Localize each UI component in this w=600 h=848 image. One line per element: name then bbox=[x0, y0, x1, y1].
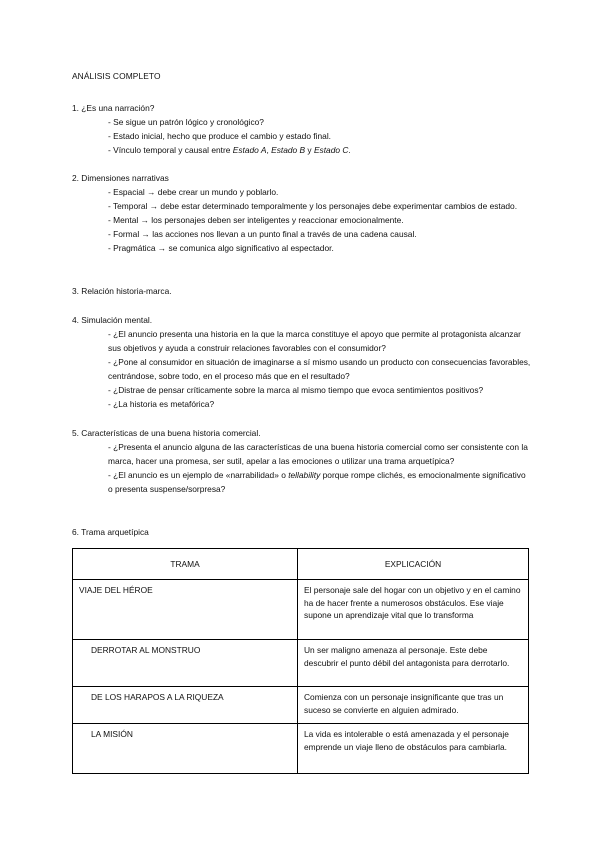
estado-c: Estado C bbox=[313, 145, 349, 155]
bullet: - Se sigue un patrón lógico y cronológico? bbox=[108, 117, 264, 127]
table-row bbox=[73, 580, 529, 640]
explicacion-cell: Un ser maligno amenaza al personaje. Este debe descubrir el punto débil del antagonista para derrotarlo. bbox=[298, 640, 529, 687]
bullet-vinculo bbox=[108, 143, 532, 157]
explicacion-cell: Comienza con un personaje insignificante que tras un suceso se convierte en alguien admirado. bbox=[298, 687, 529, 724]
explicacion-cell: La vida es intolerable o está amenazada y el personaje emprende un viaje lleno de obstáculos para cambiarla. bbox=[298, 724, 529, 774]
section-simulacion bbox=[72, 313, 532, 411]
period: . bbox=[348, 145, 351, 155]
bullet: - ¿Pone al consumidor en situación de imaginarse a sí mismo usando un producto con consecuencias favorables, centrándose, sobre todo, en el proceso más que en el resultado? bbox=[108, 357, 531, 381]
document-title: ANÁLISIS COMPLETO bbox=[72, 71, 161, 81]
section-heading: 3. Relación historia-marca. bbox=[72, 286, 172, 296]
column-header-explicacion: EXPLICACIÓN bbox=[298, 549, 529, 580]
tellability-term: tellability bbox=[288, 470, 321, 480]
bullet: - Estado inicial, hecho que produce el cambio y estado final. bbox=[108, 131, 332, 141]
bullet: - ¿Distrae de pensar críticamente sobre la marca al mismo tiempo que evoca sentimientos positivos? bbox=[108, 385, 484, 395]
bullet: - Mental → los personajes deben ser inteligentes y reaccionar emocionalmente. bbox=[108, 215, 404, 225]
trama-cell: VIAJE DEL HÉROE bbox=[73, 580, 298, 640]
section-dimensiones bbox=[72, 171, 532, 255]
bullet: - Espacial → debe crear un mundo y poblarlo. bbox=[108, 187, 279, 197]
bullet: - ¿La historia es metafórica? bbox=[108, 399, 215, 409]
table-row bbox=[73, 724, 529, 774]
trama-table bbox=[72, 548, 529, 774]
explicacion-cell: El personaje sale del hogar con un objetivo y en el camino ha de hacer frente a numerosos obstáculos. Ese viaje supone un aprendizaje vital que lo transforma bbox=[298, 580, 529, 640]
section-heading: 5. Características de una buena historia comercial. bbox=[72, 428, 261, 438]
trama-cell: DE LOS HARAPOS A LA RIQUEZA bbox=[73, 687, 298, 724]
separator: y bbox=[305, 145, 314, 155]
section-heading: 4. Simulación mental. bbox=[72, 315, 153, 325]
section-narracion bbox=[72, 101, 532, 157]
bullet: - ¿Presenta el anuncio alguna de las características de una buena historia comercial como ser consistente con la marca, hacer una promesa, ser sutil, apelar a las emociones o utilizar una trama arquetípica? bbox=[108, 442, 528, 466]
trama-cell: DERROTAR AL MONSTRUO bbox=[73, 640, 298, 687]
bullet-text: - Vínculo temporal y causal entre bbox=[108, 145, 233, 155]
table-row bbox=[73, 640, 529, 687]
separator: , bbox=[266, 145, 272, 155]
bullet-text: porque rompe clichés, es emocionalmente significativo o presenta suspense/sorpresa? bbox=[108, 470, 526, 494]
table-row bbox=[73, 687, 529, 724]
section-heading: 2. Dimensiones narrativas bbox=[72, 173, 169, 183]
section-caracteristicas bbox=[72, 426, 532, 496]
section-heading: 1. ¿Es una narración? bbox=[72, 103, 155, 113]
section-relacion bbox=[72, 284, 532, 298]
bullet: - Pragmática → se comunica algo significativo al espectador. bbox=[108, 243, 334, 253]
table-header-row bbox=[73, 549, 529, 580]
bullet-tellability bbox=[108, 468, 532, 496]
bullet: - Formal → las acciones nos llevan a un punto final a través de una cadena causal. bbox=[108, 229, 417, 239]
bullet: - Temporal → debe estar determinado temporalmente y los personajes debe experimentar cambios de estado. bbox=[108, 201, 518, 211]
bullet: - ¿El anuncio presenta una historia en la que la marca constituye el apoyo que permite al protagonista alcanzar sus objetivos y ayuda a construir relaciones favorables con el consumidor? bbox=[108, 329, 521, 353]
section-heading: 6. Trama arquetípica bbox=[72, 527, 149, 537]
trama-cell: LA MISIÓN bbox=[73, 724, 298, 774]
bullet-text: - ¿El anuncio es un ejemplo de «narrabilidad» o bbox=[108, 470, 289, 480]
estado-b: Estado B bbox=[271, 145, 306, 155]
estado-a: Estado A bbox=[232, 145, 267, 155]
column-header-trama: TRAMA bbox=[73, 549, 298, 580]
section-trama bbox=[72, 525, 532, 539]
